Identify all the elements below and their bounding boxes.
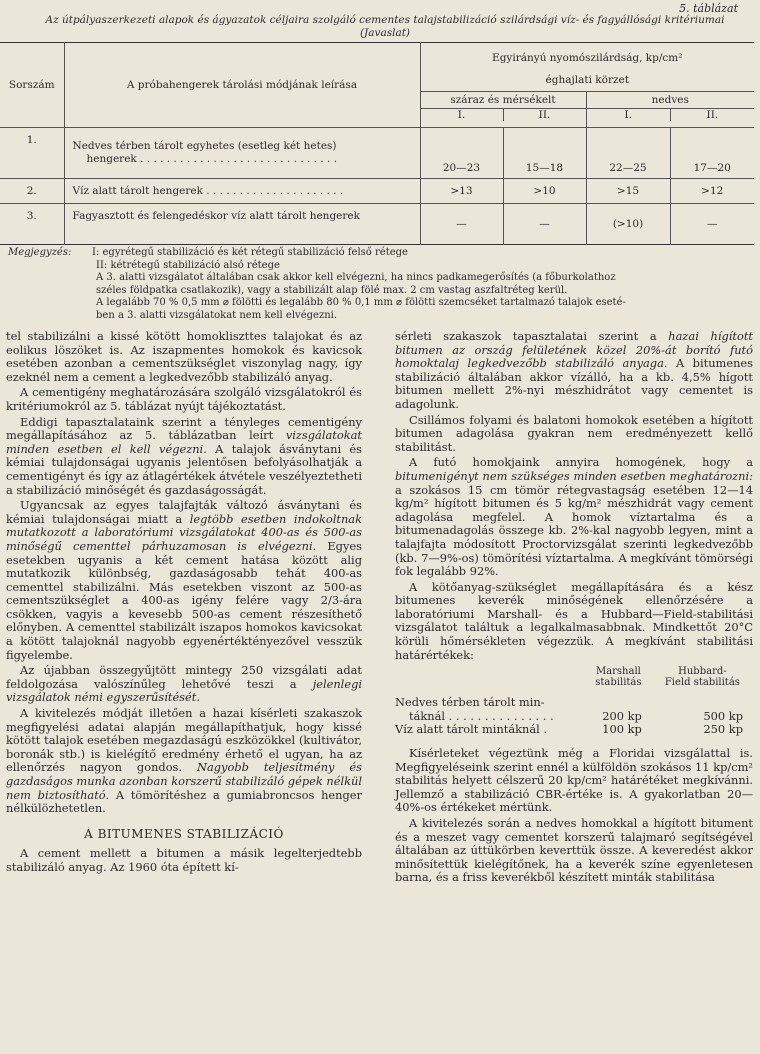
paragraph xyxy=(6,499,362,662)
paragraph xyxy=(6,664,362,705)
emphasis: jelenlegi vizsgálatok némi egyszerűsítését. xyxy=(6,676,362,705)
stab-header-line: Marshall xyxy=(595,666,641,678)
paragraph xyxy=(395,330,753,412)
table-cell: >13 xyxy=(420,179,503,204)
row-description xyxy=(64,128,420,179)
section-heading: A BITUMENES STABILIZÁCIÓ xyxy=(84,826,284,841)
paragraph: A cementigény meghatározására szolgáló vizsgálatokról és kritériumokról az 5. táblázat nyújt tájékoztatást. xyxy=(6,385,362,413)
note-line: A legalább 70 % 0,5 mm ⌀ fölötti és legalább 80 % 0,1 mm ⌀ fölötti szemcséket tartalmazó talajok eseté- xyxy=(96,297,626,308)
text-run: A bitumenes stabilizáció általában akkor vízálló, ha a kb. 4,5% hígott bitumen mellett 2%-nyi mészhidrátot vagy cementet is adagolunk. xyxy=(395,356,753,411)
stab-header-line: Hubbard- xyxy=(678,666,727,678)
table-caption: Az útpályaszerkezeti alapok és ágyazatok céljaira szolgáló cementes talajstabilizáció szilárdsági víz- és fagyállósági kritériumai (Javaslat) xyxy=(45,14,725,39)
notes-label: Megjegyzés: xyxy=(8,247,72,258)
text-run: sérleti szakaszok tapasztalatai szerint a xyxy=(395,329,669,343)
table-cell: 20—23 xyxy=(420,128,503,179)
row-desc-line: hengerek . . . . . . . . . . . . . . . . . . . . . . . . . . . . . . xyxy=(86,153,338,165)
header-dry-label: száraz és mérsékelt xyxy=(450,94,556,107)
paragraph: Kísérleteket végeztünk még a Floridai vizsgálattal is. Megfigyeléseink szerint ennél a külföldön szokásos 11 kp/cm² stabilitás helyett célszerű 20 kp/cm² határétéket megkívánni. Jellemző a stabilizáció CBR-értéke is. A gyakorlatban 20—40%-os értékeket mértünk. xyxy=(395,746,753,815)
table-number: 5. táblázat xyxy=(679,2,738,15)
stab-value: 500 kp xyxy=(703,708,743,723)
stab-value: 250 kp xyxy=(703,722,743,737)
stab-row-label: Nedves térben tárolt min- xyxy=(395,695,545,710)
header-sorszam: Sorszám xyxy=(0,43,64,128)
stab-header-marshall xyxy=(585,666,652,688)
header-dry-zone xyxy=(420,92,586,128)
table-row xyxy=(0,179,754,204)
paragraph xyxy=(6,416,362,498)
row-description: Víz alatt tárolt hengerek . . . . . . . . . . . . . . . . . . . . . xyxy=(64,179,420,204)
table-cell: — xyxy=(670,204,754,245)
stab-row-label: táknál . . . . . . . . . . . . . . . xyxy=(409,708,554,723)
row-number: 2. xyxy=(26,185,37,197)
subcol-1: I. xyxy=(457,109,466,122)
table-notes xyxy=(8,247,748,322)
emphasis: legtöbb esetben indokoltnak mutatkozott a laboratóriumi vizsgálatokat 400-as és 500-as minőségű cementtel párhuzamosan is elvégezni. xyxy=(6,511,362,553)
paragraph: A kötőanyag-szükséglet megállapítására és a kész bitumenes keverék minőségének ellenőrzésére a laboratóriumi Marshall- és a Hubbard—Field-stabilitási vizsgálatot találtuk a legalkalmasabbnak. Mindkettőt 20°C körüli hőmérsékleten végezzük. A megkívánt stabilitási határértékek: xyxy=(395,579,753,662)
text-run: A talajok ásványtani és kémiai tulajdonságai ugyanis jelentősen befolyásolhatják a cementigényt és így az átlagértékek átvétele veszélyeztetheti a stabilizáció minőségét és gazdaságosságát. xyxy=(6,441,362,497)
emphasis: Nagyobb teljesítmény és gazdaságos munka azonban korszerű stabilizáló gépek nélkül nem biztosítható. xyxy=(6,760,362,802)
row-number: 3. xyxy=(26,210,37,222)
stability-table xyxy=(395,666,753,737)
header-climate: éghajlati körzet xyxy=(420,69,754,91)
emphasis: hazai hígított bitumen az ország felületének közel 20%-át borító futó homoktalaj legkedvezőbb stabilizáló anyaga. xyxy=(395,329,754,371)
right-column xyxy=(395,330,753,887)
paragraph xyxy=(395,456,753,578)
text-run: A kivitelezés módját illetően a hazai kísérleti szakaszok megfigyelési adatai alapján megállapíthatjuk, hogy kissé kötött talajok esetében megazdaságú eszközökkel (kultivátor, boronák stb.) is kielégítő eredmény érhető el ugyan, ha az ellenőrzés nagyon gondos. xyxy=(6,706,362,775)
paragraph: tel stabilizálni a kissé kötött homokliszttes talajokat és az eolikus löszöket is. Az iszapmentes homokok és kavicsok esetében azonban a cementszükséglet viszonylag nagy, így ezeknél nem a cement a legkedvezőbb stabilizáló anyag. xyxy=(6,329,362,384)
table-cell: — xyxy=(503,204,586,245)
note-line: A 3. alatti vizsgálatot általában csak akkor kell elvégezni, ha nincs padkamegerősítés (a főburkolathoz xyxy=(96,272,616,283)
stab-header-line: stabilitás xyxy=(595,677,642,689)
paragraph xyxy=(6,707,362,816)
stab-header-line: Field stabilitás xyxy=(664,677,740,689)
text-run: Az újabban összegyűjtött mintegy 250 vizsgálati adat feldolgozása valószínűleg lehetővé teszi a xyxy=(6,663,362,691)
stab-row-label: Víz alatt tárolt mintáknál . xyxy=(395,722,548,737)
criteria-table xyxy=(0,42,754,245)
table-cell: 17—20 xyxy=(670,128,754,179)
table-cell: 15—18 xyxy=(503,128,586,179)
paragraph: Csillámos folyami és balatoni homokok esetében a hígított bitumen adagolása gyakran nem eredményezett kellő stabilitást. xyxy=(395,412,753,454)
text-run: Eddigi tapasztalataink szerint a tényleges cementigény megállapításához az 5. táblázatban leírt xyxy=(6,414,362,443)
emphasis: vizsgálatokat minden esetben el kell végezni. xyxy=(6,428,362,456)
paragraph: A cement mellett a bitumen a másik legelterjedtebb stabilizáló anyag. Az 1960 óta épített kí- xyxy=(6,846,362,874)
stab-value: 100 kp xyxy=(602,722,642,737)
table-cell: >12 xyxy=(670,179,754,204)
text-run: Ugyancsak az egyes talajfajták változó ásványtani és kémiai tulajdonságai miatt a xyxy=(6,498,362,526)
row-description: Fagyasztott és felengedéskor víz alatt tárolt hengerek xyxy=(64,204,420,245)
text-run: A tömörítéshez a gumiabroncsos henger nélkülözhetetlen. xyxy=(6,787,362,816)
subcol-2: II. xyxy=(503,109,586,121)
note-line: ben a 3. alatti vizsgálatokat nem kell elvégezni. xyxy=(96,309,338,321)
header-description: A próbahengerek tárolási módjának leírása xyxy=(64,43,420,128)
table-cell: >15 xyxy=(586,179,670,204)
table-cell: >10 xyxy=(503,179,586,204)
table-row xyxy=(0,204,754,245)
table-row xyxy=(0,128,754,179)
paragraph: A kivitelezés során a nedves homokkal a hígított bitument és a meszet vagy cementet korszerű talajmaró segítségével általában az úttükörben keverttük össze. A keveredést akkor minősítettük kielégítőnek, ha a keverék színe egyenletesen barna, és a friss keverékből készített minták stabilitása xyxy=(395,816,753,885)
header-wet-zone xyxy=(586,92,754,128)
stab-value: 200 kp xyxy=(602,708,642,723)
table-cell: 22—25 xyxy=(586,128,670,179)
note-line: II: kétrétegű stabilizáció alsó rétege xyxy=(96,259,280,271)
stab-header-hubbard xyxy=(652,666,753,688)
note-line: széles földpatka csatlakozik), vagy a stabilizált alap fölé max. 2 cm vastag aszfaltréteg kerül. xyxy=(96,284,568,296)
emphasis: bitumenigényt nem szükséges minden esetben meghatározni: xyxy=(395,468,753,483)
header-wet-label: nedves xyxy=(651,94,689,107)
text-run: A futó homokjaink annyira homogének, hogy a xyxy=(409,455,753,470)
note-line: I: egyrétegű stabilizáció és két rétegű stabilizáció felső rétege xyxy=(92,247,408,258)
table-cell: — xyxy=(420,204,503,245)
text-run: a szokásos 15 cm tömör rétegvastagság esetében 12—14 kg/m² hígított bitumen és 5 kg/m² mészhidrát vagy cement adagolása megfelel. A homok víztartalma és a bitumenadagolás összege kb. 2%-kal nagyobb legyen, mint a talajfajta módosított Proctorvizsgálat szerinti legkedvezőbb (kb. 7—9%-os) tömörítési víztartalma. A megkívánt tömörségi fok legalább 92%. xyxy=(395,482,753,579)
left-column xyxy=(6,330,362,877)
row-number: 1. xyxy=(26,134,37,146)
row-desc-line: Nedves térben tárolt egyhetes (esetleg két hetes) xyxy=(72,140,337,152)
text-run: Egyes esetekben ugyanis a két cement hatása között alig mutatkozik különbség, gazdaságosabb tehát 400-as cementtel stabilizálni. Más esetekben viszont az 500-as cementszükséglet a 400-as igény felére vagy 2/3-ára csökken, vagyis a kevesebb 500-as cement részesíthető előnyben. A cementtel stabilizált iszapos homokos kavicsokat a kötött talajoknál nagyobb egyenértéktényezővel vesszük figyelembe. xyxy=(6,538,362,662)
table-cell: (>10) xyxy=(586,204,670,245)
header-strength: Egyirányú nyomószilárdság, kp/cm² xyxy=(420,43,754,70)
subcol-3: I. xyxy=(624,109,632,122)
subcol-4: II. xyxy=(670,109,754,121)
